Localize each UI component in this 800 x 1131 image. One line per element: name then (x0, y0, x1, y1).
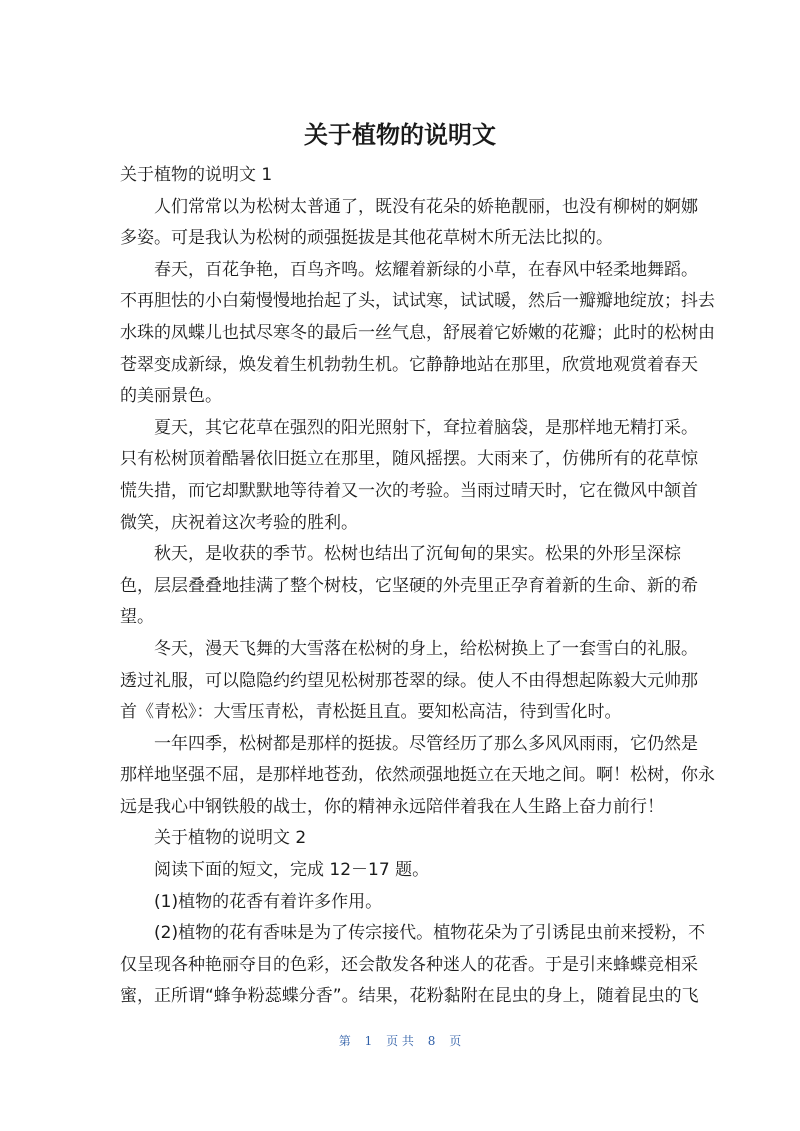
page-footer (0, 1032, 800, 1050)
paragraph-line: (2)植物的花有香味是为了传宗接代。植物花朵为了引诱昆虫前来授粉，不 (154, 923, 706, 944)
document-body (120, 160, 715, 1013)
paragraph-line: 望。 (120, 607, 154, 628)
paragraph-line: 人们常常以为松树太普通了，既没有花朵的娇艳靓丽，也没有柳树的婀娜 (154, 196, 698, 217)
page-number: 1 (364, 1034, 373, 1048)
footer-middle: 页 共 (386, 1034, 414, 1048)
paragraph-line: 慌失措，而它却默默地等待着又一次的考验。当雨过晴天时，它在微风中颔首 (120, 480, 698, 501)
page-total: 8 (427, 1034, 436, 1048)
paragraph-line: 蜜，正所谓“蜂争粉蕊蝶分香”。结果，花粉黏附在昆虫的身上，随着昆虫的飞 (120, 986, 699, 1007)
section-heading: 关于植物的说明文 2 (154, 828, 307, 849)
paragraph-line: 水珠的凤蝶儿也拭尽寒冬的最后一丝气息，舒展着它娇嫩的花瓣；此时的松树由 (120, 322, 715, 343)
paragraph-line: 那样地坚强不屈，是那样地苍劲，依然顽强地挺立在天地之间。啊！松树，你永 (120, 765, 715, 786)
paragraph-line: 夏天，其它花草在强烈的阳光照射下，耷拉着脑袋，是那样地无精打采。 (154, 417, 698, 438)
paragraph-line: 一年四季，松树都是那样的挺拔。尽管经历了那么多风风雨雨，它仍然是 (154, 733, 698, 754)
footer-suffix: 页 (449, 1034, 462, 1048)
page-title: 关于植物的说明文 (304, 121, 496, 149)
paragraph-line: 微笑，庆祝着这次考验的胜利。 (120, 512, 358, 533)
paragraph-line: 的美丽景色。 (120, 386, 222, 407)
paragraph-line: 只有松树顶着酷暑依旧挺立在那里，随风摇摆。大雨来了，仿佛所有的花草惊 (120, 449, 698, 470)
paragraph-line: 春天，百花争艳，百鸟齐鸣。炫耀着新绿的小草，在春风中轻柔地舞蹈。 (154, 259, 698, 280)
paragraph-line: (1)植物的花香有着许多作用。 (154, 891, 383, 912)
paragraph-line: 秋天，是收获的季节。松树也结出了沉甸甸的果实。松果的外形呈深棕 (154, 544, 681, 565)
paragraph-line: 苍翠变成新绿，焕发着生机勃勃生机。它静静地站在那里，欣赏地观赏着春天 (120, 354, 698, 375)
paragraph-line: 阅读下面的短文，完成 12－17 题。 (154, 860, 430, 881)
paragraph-line: 仅呈现各种艳丽夺目的色彩，还会散发各种迷人的花香。于是引来蜂蝶竞相采 (120, 954, 698, 975)
paragraph-line: 多姿。可是我认为松树的顽强挺拔是其他花草树木所无法比拟的。 (120, 228, 613, 249)
paragraph-line: 冬天，漫天飞舞的大雪落在松树的身上，给松树换上了一套雪白的礼服。 (154, 638, 698, 659)
paragraph-line: 首《青松》：大雪压青松，青松挺且直。要知松高洁，待到雪化时。 (120, 702, 622, 723)
paragraph-line: 不再胆怯的小白菊慢慢地抬起了头，试试寒，试试暖，然后一瓣瓣地绽放；抖去 (120, 291, 715, 312)
footer-prefix: 第 (338, 1034, 351, 1048)
section-heading: 关于植物的说明文 1 (120, 165, 273, 185)
paragraph-line: 远是我心中钢铁般的战士，你的精神永远陪伴着我在人生路上奋力前行！ (120, 796, 664, 817)
paragraph-line: 透过礼服，可以隐隐约约望见松树那苍翠的绿。使人不由得想起陈毅大元帅那 (120, 670, 698, 691)
paragraph-line: 色，层层叠叠地挂满了整个树枝，它坚硬的外壳里正孕育着新的生命、新的希 (120, 575, 698, 596)
